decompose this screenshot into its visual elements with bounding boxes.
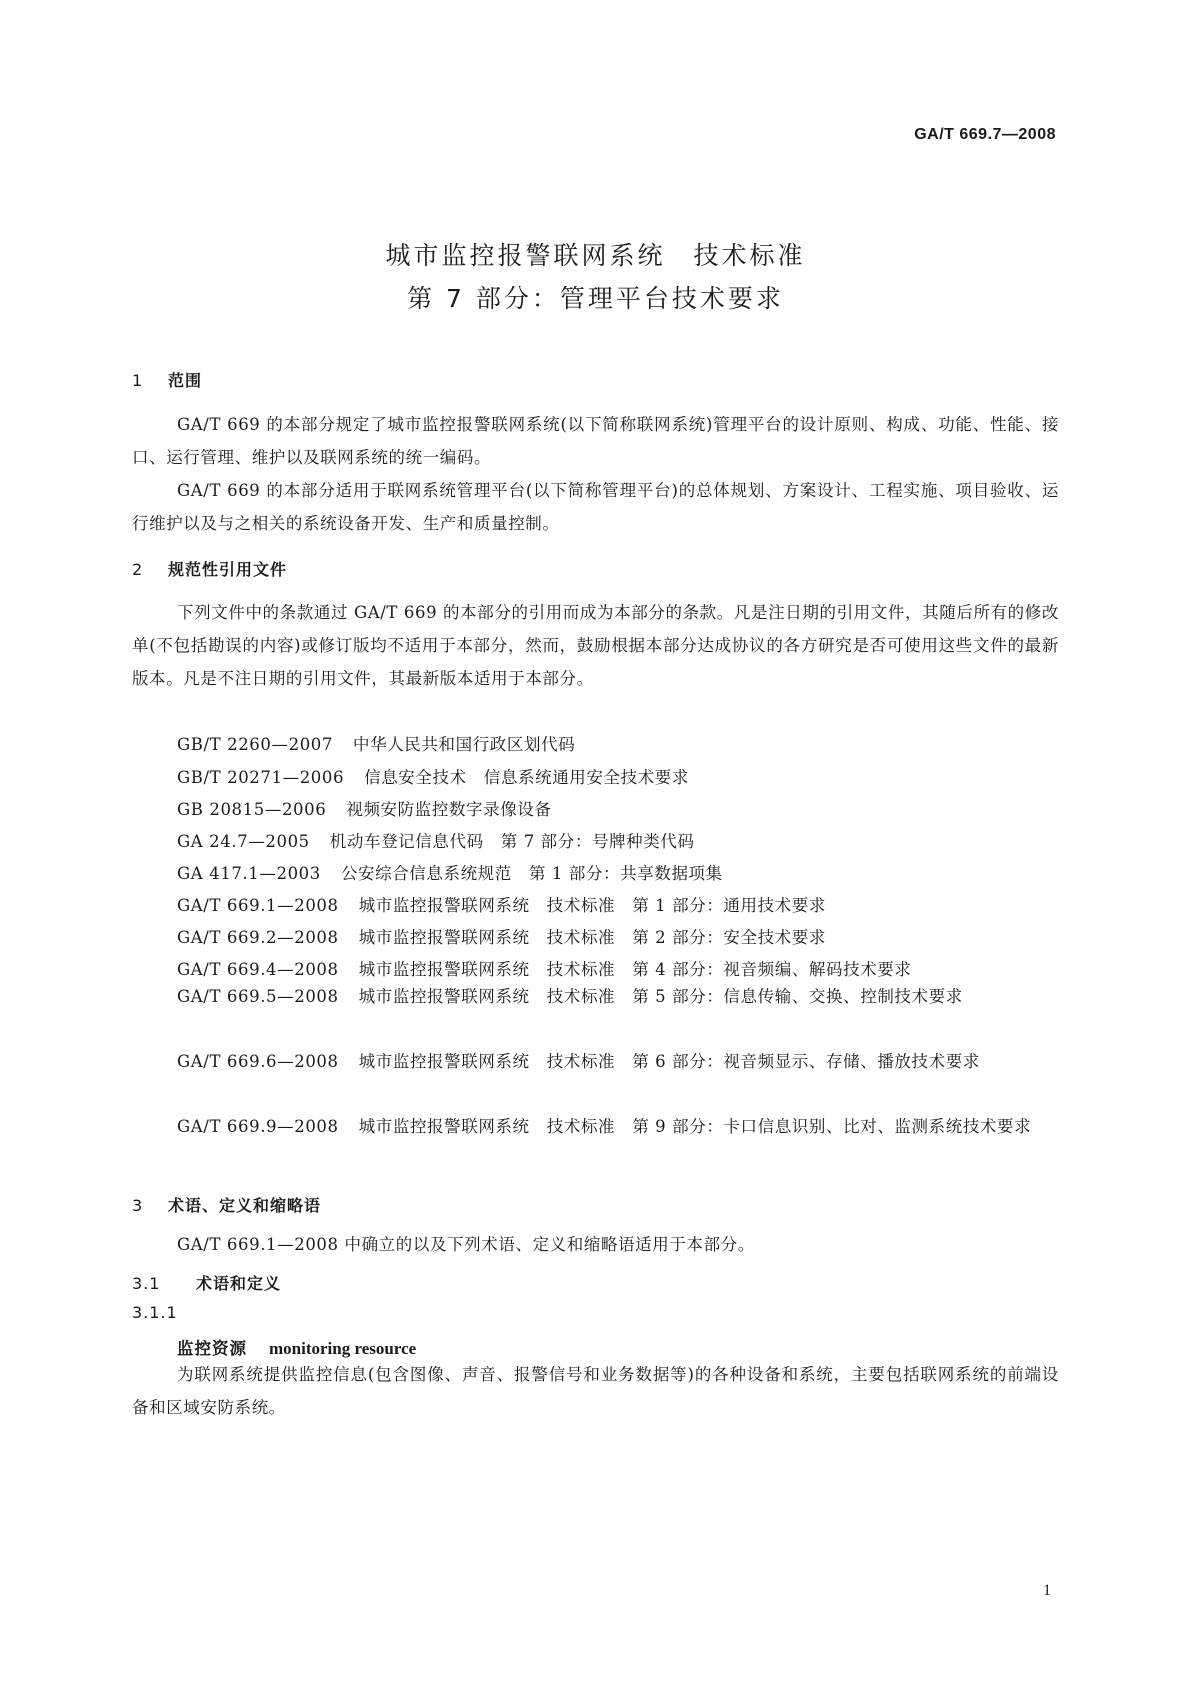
section-number: 3: [132, 1196, 144, 1215]
section-title: 范围: [168, 371, 203, 390]
standard-code: GA/T 669.7—2008: [914, 126, 1056, 143]
reference-title: 视频安防监控数字录像设备: [346, 800, 552, 819]
reference-title: 信息安全技术 信息系统通用安全技术要求: [364, 768, 690, 787]
reference-code: GA/T 669.4—2008: [177, 960, 339, 979]
reference-title: 机动车登记信息代码 第 7 部分：号牌种类代码: [329, 832, 695, 851]
item-3-1-1-number: [132, 1303, 196, 1322]
reference-code: GA 24.7—2005: [177, 832, 310, 851]
section-2-heading: [132, 557, 287, 580]
reference-title: 城市监控报警联网系统 技术标准 第 4 部分：视音频编、解码技术要求: [358, 960, 912, 979]
reference-title: 城市监控报警联网系统 技术标准 第 1 部分：通用技术要求: [358, 896, 827, 915]
reference-item: [177, 956, 912, 980]
reference-code: GA/T 669.5—2008: [177, 987, 339, 1006]
reference-item: [177, 731, 575, 755]
term-entry: [177, 1335, 416, 1359]
reference-title: 城市监控报警联网系统 技术标准 第 6 部分：视音频显示、存储、播放技术要求: [358, 1052, 980, 1071]
reference-title: 城市监控报警联网系统 技术标准 第 2 部分：安全技术要求: [358, 928, 827, 947]
term-english: monitoring resource: [269, 1339, 417, 1358]
reference-item: [177, 924, 826, 948]
section-3-intro: GA/T 669.1—2008 中确立的以及下列术语、定义和缩略语适用于本部分。: [177, 1235, 755, 1254]
reference-code: GB 20815—2006: [177, 800, 327, 819]
subsection-title: 术语和定义: [196, 1274, 282, 1293]
section-title: 术语、定义和缩略语: [168, 1196, 322, 1215]
reference-code: GB/T 2260—2007: [177, 735, 333, 754]
subsection-number: 3.1: [132, 1274, 161, 1293]
reference-item: [177, 796, 552, 820]
document-title-line1: 城市监控报警联网系统 技术标准: [385, 241, 806, 270]
section-1-paragraph-1: GA/T 669 的本部分规定了城市监控报警联网系统(以下简称联网系统)管理平台的设计原则、构成、功能、性能、接口、运行管理、维护以及联网系统的统一编码。: [132, 415, 1059, 467]
section-number: 1: [132, 371, 144, 390]
reference-item: [177, 892, 826, 916]
reference-item: [177, 828, 695, 852]
reference-item: [132, 1045, 1059, 1078]
reference-code: GA/T 669.9—2008: [177, 1117, 339, 1136]
section-1-paragraph-2: GA/T 669 的本部分适用于联网系统管理平台(以下简称管理平台)的总体规划、方案设计、工程实施、项目验收、运行维护以及与之相关的系统设备开发、生产和质量控制。: [132, 481, 1059, 533]
section-2-intro: 下列文件中的条款通过 GA/T 669 的本部分的引用而成为本部分的条款。凡是注日期的引用文件，其随后所有的修改单(不包括勘误的内容)或修订版均不适用于本部分，然而，鼓励根据本部分达成协议的各方研究是否可使用这些文件的最新版本。凡是不注日期的引用文件，其最新版本适用于本部分。: [132, 603, 1059, 688]
page-number: 1: [1043, 1582, 1051, 1599]
section-1-heading: [132, 368, 202, 391]
term-definition: 为联网系统提供监控信息(包含图像、声音、报警信号和业务数据等)的各种设备和系统，主要包括联网系统的前端设备和区域安防系统。: [132, 1365, 1059, 1417]
subsection-3-1-heading: [132, 1271, 281, 1294]
reference-code: GB/T 20271—2006: [177, 768, 345, 787]
reference-code: GA/T 669.1—2008: [177, 896, 339, 915]
section-number: 2: [132, 560, 144, 579]
reference-title: 城市监控报警联网系统 技术标准 第 9 部分：卡口信息识别、比对、监测系统技术要求: [358, 1117, 1032, 1136]
reference-code: GA 417.1—2003: [177, 864, 321, 883]
reference-item: [177, 860, 723, 884]
reference-item: [132, 1110, 1059, 1143]
term-chinese: 监控资源: [177, 1339, 247, 1358]
section-3-heading: [132, 1193, 321, 1216]
reference-item: [177, 764, 689, 788]
reference-code: GA/T 669.6—2008: [177, 1052, 339, 1071]
reference-title: 中华人民共和国行政区划代码: [353, 735, 576, 754]
section-title: 规范性引用文件: [168, 560, 288, 579]
reference-title: 公安综合信息系统规范 第 1 部分：共享数据项集: [340, 864, 723, 883]
item-number: 3.1.1: [132, 1303, 178, 1322]
reference-item: [132, 980, 1059, 1013]
reference-code: GA/T 669.2—2008: [177, 928, 339, 947]
document-title-line2: 第 7 部分：管理平台技术要求: [407, 284, 784, 313]
reference-title: 城市监控报警联网系统 技术标准 第 5 部分：信息传输、交换、控制技术要求: [358, 987, 963, 1006]
